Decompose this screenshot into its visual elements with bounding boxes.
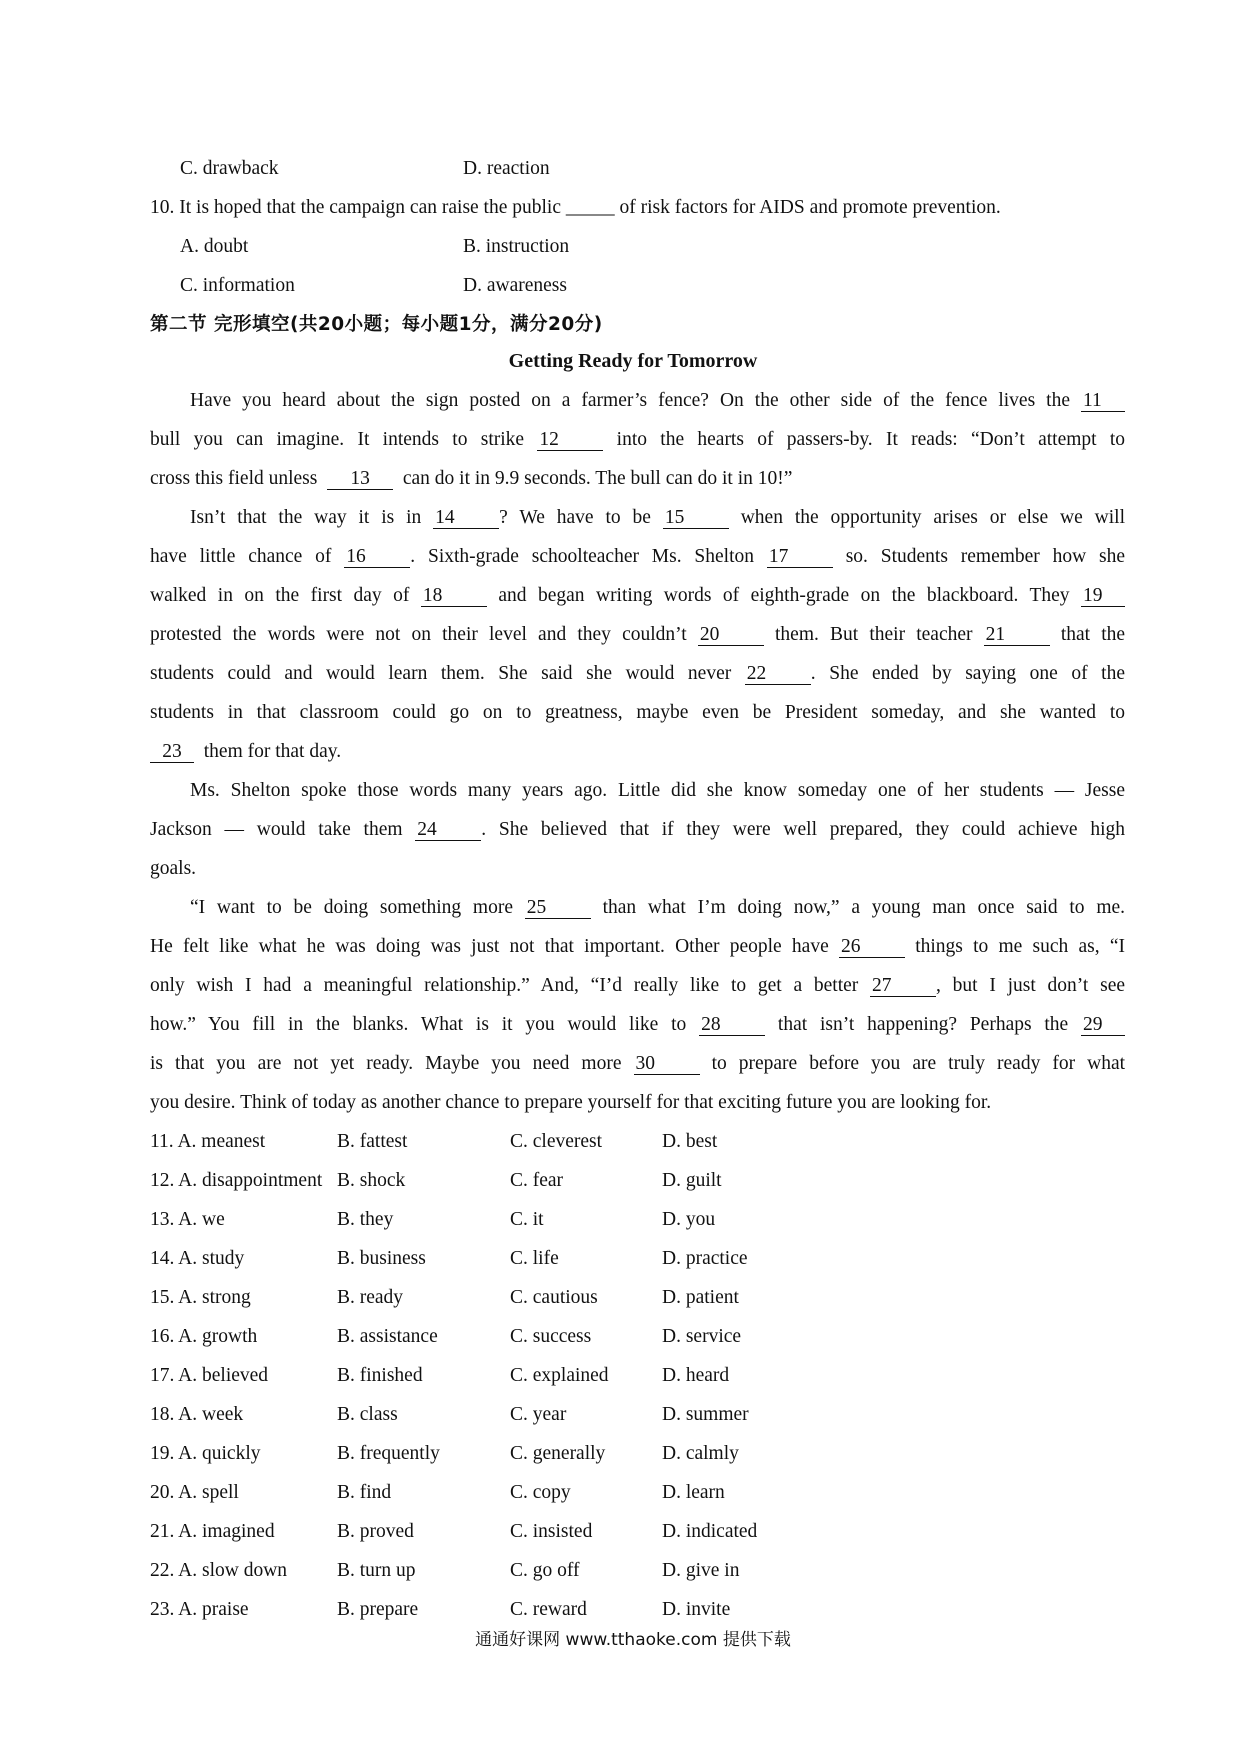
- exam-page: C. drawback D. reaction 10. It is hoped that the campaign can raise the public _____ of risk factors for AIDS and promote prevention. A. doubt B. instruction C. information D. awareness 第二节 完形填空(共20小题；每小题1分，满分20分) Getting Ready for Tomorrow Have you heard about the sign posted on a farmer’s fence? On the other side of the fence lives the 11 bull you can imagine. It intends to strike 12 into the hearts of passers-by. It reads: “Don’t attempt to cross this field unless 13 can do it in 9.9 seconds. The bull can do it in 10!” Isn’t that the way it is in 14 ? We have to be 15 when the opportunity arises or else we will have little chance of 16 . Sixth-grade schoolteacher Ms. Shelton 17 so. Students remember how she walked in on the first day of 18 and began writing words of eighth-grade on the blackboard. They 19 protested the words were not on their level and they couldn’t 20 them. But their teacher 21 that the students could and would learn them. She said she would never 22 . She ended by saying one of the students in that classroom could go on to greatness, maybe even be President someday, and she wanted to 23 them for that day. Ms. Shelton spoke those words many years ago. Little did she know someday one of her students — Jesse Jackson — would take them 24 . She believed that if they were well prepared, they could achieve high goals. “I want to be doing something more 25 than what I’m doing now,” a young man once said to me. He felt like what he was doing was just not that important. Other people have 26 things to me such as, “I only wish I had a meaningful relationship.” And, “I’d really like to get a better 27 , but I just don’t see how.” You fill in the blanks. What is it you would like to 28 that isn’t happening? Perhaps the 29 is that you are not yet ready. Maybe you need more 30 to prepare before you are truly ready for what you desire. Think of today as another chance to prepare yourself for that exciting future you are looking for. 11. A. meanest B. fattest C. cleverest D. best 12. A. disappointment B. shock C. fear D. guilt 13. A. we B. they C. it D. you 14. A. study B. business C. life D. practice 15. A. strong B. ready C. cautious D. patient 16. A. growth B. assistance C. success D. service 17. A. believed B. finished C. explained D. heard 18. A. week B. class C. year D. summer 19. A. quickly B. frequently C. generally D. calmly 20. A. spell B. find C. copy D. learn 21. A. imagined B. proved C. insisted D. indicated 22. A. slow down B. turn up C. go off D. give in 23. A. praise B. prepare C. reward D. invite 通通好课网 www.tthaoke.com 提供下载: [0, 0, 1240, 1754]
- q10-option-c: C. information: [180, 275, 295, 296]
- blank-22: 22: [745, 664, 811, 685]
- passage-line-2: bull you can imagine. It intends to strike 12 into the hearts of passers-by. It reads: “Don’t attempt to: [150, 429, 1125, 450]
- passage-line-1: Have you heard about the sign posted on a farmer’s fence? On the other side of the fence lives the 11: [150, 390, 1125, 418]
- passage-title: Getting Ready for Tomorrow: [508, 350, 758, 372]
- section-heading: 第二节 完形填空(共20小题；每小题1分，满分20分): [150, 314, 603, 335]
- blank-17: 17: [767, 547, 833, 568]
- blank-13: 13: [327, 469, 393, 490]
- passage-line-17: how.” You fill in the blanks. What is it you would like to 28 that isn’t happening? Perhaps the 29: [150, 1014, 1125, 1042]
- passage-line-12: Jackson — would take them 24 . She believed that if they were well prepared, they could achieve high: [150, 819, 1125, 840]
- blank-30: 30: [634, 1054, 700, 1075]
- q10-stem-after: of risk factors for AIDS and promote prevention.: [614, 197, 1001, 218]
- blank-29: 29: [1081, 1015, 1125, 1036]
- blank-25: 25: [525, 898, 591, 919]
- passage-line-14: “I want to be doing something more 25 than what I’m doing now,” a young man once said to me.: [190, 897, 1125, 918]
- passage-line-5: have little chance of 16 . Sixth-grade schoolteacher Ms. Shelton 17 so. Students remember how she: [150, 546, 1125, 567]
- q10-stem-blank: _____: [565, 197, 615, 218]
- blank-18: 18: [421, 586, 487, 607]
- passage-line-6: walked in on the first day of 18 and began writing words of eighth-grade on the blackboard. They 19: [150, 585, 1125, 613]
- passage-line-4: Isn’t that the way it is in 14 ? We have to be 15 when the opportunity arises or else we will: [190, 507, 1125, 528]
- passage-line-16: only wish I had a meaningful relationship.” And, “I’d really like to get a better 27 , but I just don’t see: [150, 975, 1125, 996]
- passage-line-8: students could and would learn them. She said she would never 22 . She ended by saying one of the: [150, 663, 1125, 684]
- blank-21: 21: [984, 625, 1050, 646]
- q10-stem: [150, 197, 1001, 219]
- passage-line-7: protested the words were not on their level and they couldn’t 20 them. But their teacher 21 that the: [150, 624, 1125, 645]
- passage-line-3: cross this field unless 13 can do it in 9.9 seconds. The bull can do it in 10!”: [150, 468, 793, 489]
- blank-16: 16: [344, 547, 410, 568]
- passage-line-15: He felt like what he was doing was just not that important. Other people have 26 things to me such as, “I: [150, 936, 1125, 957]
- passage-line-13: goals.: [150, 858, 197, 879]
- blank-24: 24: [415, 820, 481, 841]
- passage-line-10: 23 them for that day.: [150, 741, 1125, 763]
- q10-option-a: A. doubt: [180, 236, 249, 257]
- blank-15: 15: [663, 508, 729, 529]
- blank-20: 20: [698, 625, 764, 646]
- passage-line-11: Ms. Shelton spoke those words many years ago. Little did she know someday one of her students — Jesse: [190, 780, 1125, 801]
- q9-option-d: D. reaction: [463, 158, 550, 179]
- blank-26: 26: [839, 937, 905, 958]
- passage-line-9: students in that classroom could go on to greatness, maybe even be President someday, and she wanted to: [150, 702, 1125, 723]
- blank-27: 27: [870, 976, 936, 997]
- q10-option-b: B. instruction: [463, 236, 570, 257]
- blank-14: 14: [433, 508, 499, 529]
- blank-23: 23: [150, 742, 194, 763]
- blank-19: 19: [1081, 586, 1125, 607]
- blank-11: 11: [1081, 391, 1125, 412]
- page-footer: 通通好课网 www.tthaoke.com 提供下载: [475, 1630, 791, 1650]
- blank-28: 28: [699, 1015, 765, 1036]
- q9-option-c: C. drawback: [180, 158, 279, 179]
- passage-line-18: is that you are not yet ready. Maybe you need more 30 to prepare before you are truly ready for what: [150, 1053, 1125, 1074]
- passage-line-19: you desire. Think of today as another chance to prepare yourself for that exciting future you are looking for.: [150, 1092, 992, 1113]
- blank-12: 12: [537, 430, 603, 451]
- q10-option-d: D. awareness: [463, 275, 567, 296]
- q10-stem-before: 10. It is hoped that the campaign can raise the public: [150, 197, 566, 218]
